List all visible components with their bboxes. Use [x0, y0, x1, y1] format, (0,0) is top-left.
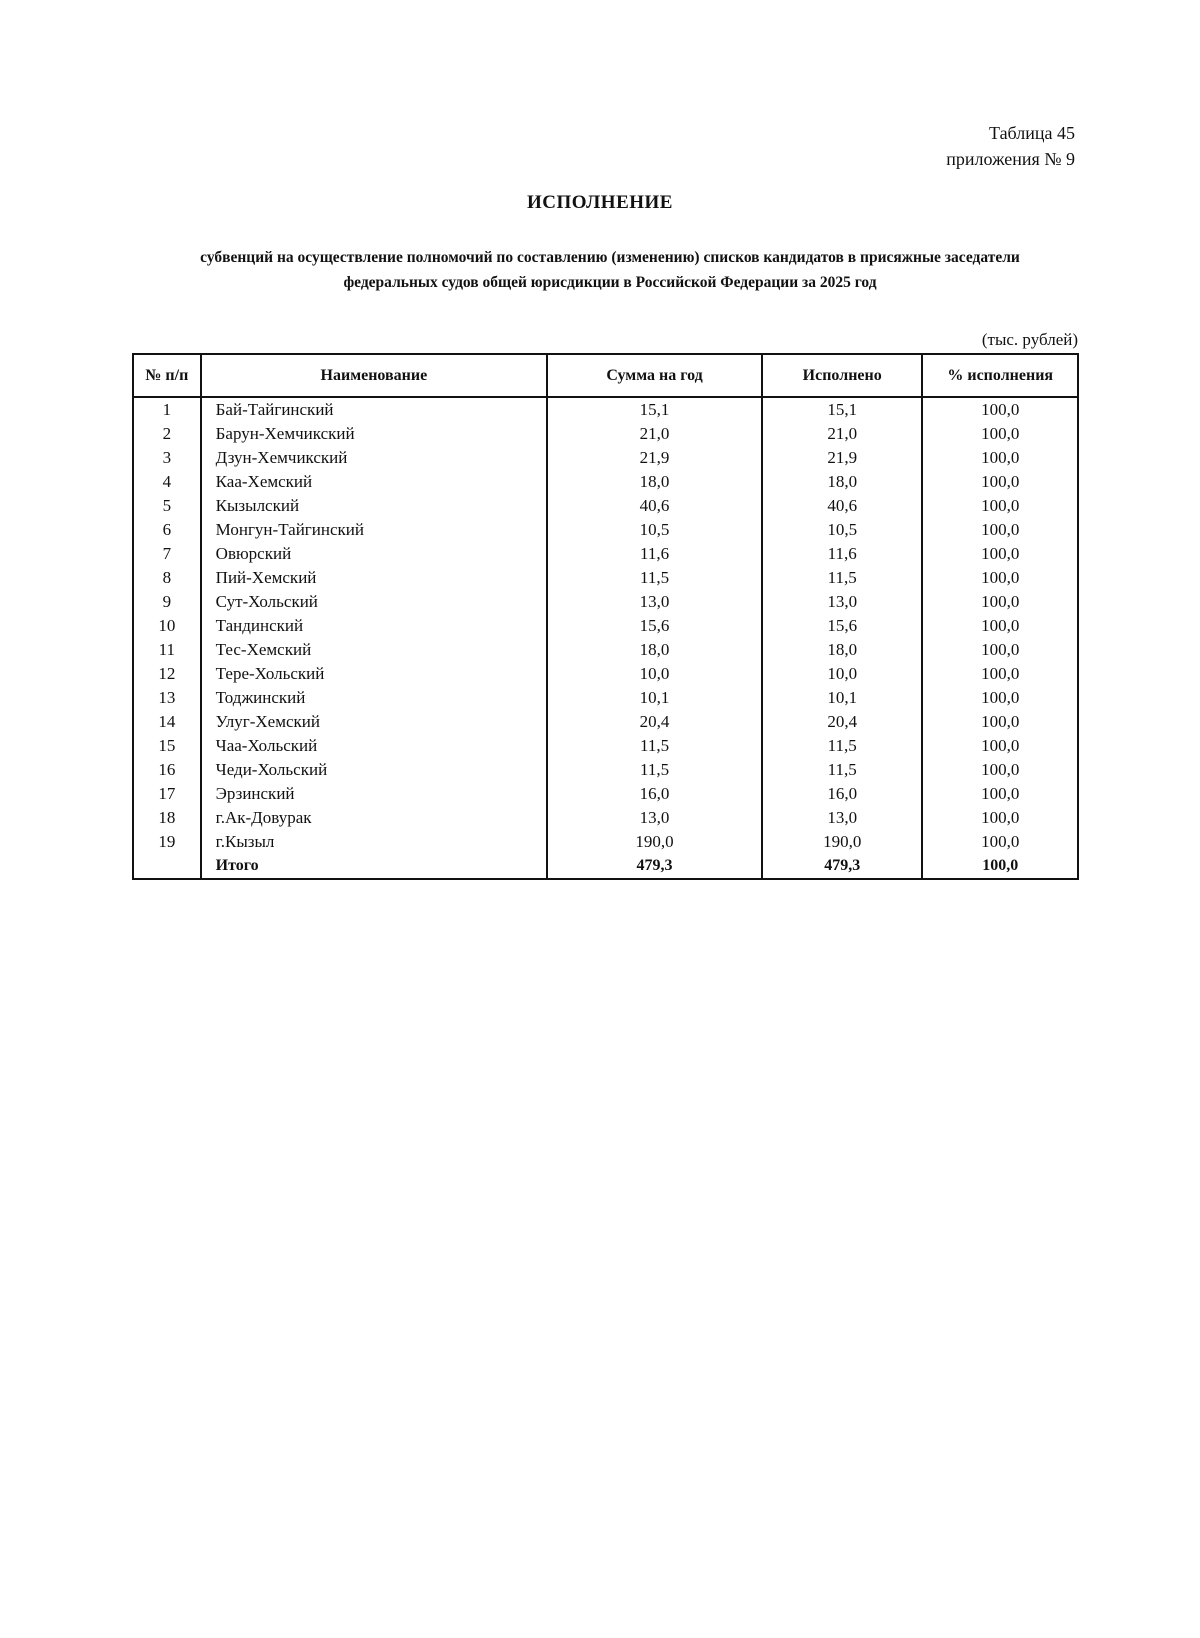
table-body	[133, 397, 1078, 879]
row-name-cell	[201, 686, 547, 710]
table-row	[133, 662, 1078, 686]
table-row	[133, 470, 1078, 494]
row-number-cell: 9	[133, 590, 201, 614]
table-header-row	[133, 354, 1078, 397]
row-executed-cell: 190,0	[762, 830, 922, 854]
row-annual-sum-cell: 15,1	[547, 397, 762, 422]
row-annual-sum-cell: 10,1	[547, 686, 762, 710]
row-executed-cell: 11,5	[762, 566, 922, 590]
row-number-cell: 19	[133, 830, 201, 854]
row-annual-sum-cell: 13,0	[547, 806, 762, 830]
subtitle-line-1: субвенций на осуществление полномочий по составлению (изменению) списков кандидатов в присяжные заседатели	[200, 249, 1020, 266]
row-name-cell	[201, 422, 547, 446]
district-name: Тес-Хемский	[215, 640, 312, 659]
row-annual-sum-cell: 11,5	[547, 566, 762, 590]
column-header-executed: Исполнено	[762, 354, 922, 397]
row-number-cell: 13	[133, 686, 201, 710]
table-row	[133, 397, 1078, 422]
row-percent-cell: 100,0	[922, 446, 1078, 470]
row-number-cell: 14	[133, 710, 201, 734]
row-name-cell	[201, 782, 547, 806]
row-name-cell	[201, 662, 547, 686]
district-name: Улуг-Хемский	[215, 712, 320, 731]
row-percent-cell: 100,0	[922, 758, 1078, 782]
district-name: г.Кызыл	[215, 832, 275, 851]
row-annual-sum-cell: 18,0	[547, 638, 762, 662]
table-row	[133, 566, 1078, 590]
row-percent-cell: 100,0	[922, 590, 1078, 614]
row-annual-sum-cell: 40,6	[547, 494, 762, 518]
row-percent-cell: 100,0	[922, 566, 1078, 590]
row-name-cell	[201, 710, 547, 734]
row-annual-sum-cell: 11,5	[547, 758, 762, 782]
row-number-cell: 18	[133, 806, 201, 830]
row-annual-sum-cell: 11,6	[547, 542, 762, 566]
row-annual-sum-cell: 10,5	[547, 518, 762, 542]
row-executed-cell: 15,6	[762, 614, 922, 638]
row-name-cell	[201, 542, 547, 566]
row-percent-cell: 100,0	[922, 397, 1078, 422]
table-row	[133, 710, 1078, 734]
row-percent-cell: 100,0	[922, 470, 1078, 494]
total-row-percent-cell: 100,0	[922, 854, 1078, 879]
district-name: Тандинский	[215, 616, 304, 635]
table-row	[133, 494, 1078, 518]
row-executed-cell: 13,0	[762, 590, 922, 614]
row-percent-cell: 100,0	[922, 806, 1078, 830]
row-number-cell: 12	[133, 662, 201, 686]
district-name: Тере-Хольский	[215, 664, 325, 683]
row-name-cell	[201, 614, 547, 638]
table-row	[133, 422, 1078, 446]
table-row	[133, 614, 1078, 638]
total-row-executed-cell: 479,3	[762, 854, 922, 879]
table-row	[133, 518, 1078, 542]
row-executed-cell: 10,5	[762, 518, 922, 542]
district-name: Тоджинский	[215, 688, 306, 707]
execution-table	[132, 353, 1079, 880]
district-name: Сут-Хольский	[215, 592, 318, 611]
row-annual-sum-cell: 11,5	[547, 734, 762, 758]
subtitle-line-2: федеральных судов общей юрисдикции в Российской Федерации за 2025 год	[343, 274, 877, 291]
district-name: Кызылский	[215, 496, 300, 515]
row-number-cell: 1	[133, 397, 201, 422]
row-number-cell: 6	[133, 518, 201, 542]
table-row	[133, 590, 1078, 614]
district-name: Бай-Тайгинский	[215, 400, 334, 419]
row-annual-sum-cell: 15,6	[547, 614, 762, 638]
row-name-cell	[201, 758, 547, 782]
row-name-cell	[201, 518, 547, 542]
district-name: Барун-Хемчикский	[215, 424, 355, 443]
table-row	[133, 758, 1078, 782]
row-executed-cell: 11,6	[762, 542, 922, 566]
table-row	[133, 446, 1078, 470]
row-executed-cell: 21,9	[762, 446, 922, 470]
row-executed-cell: 20,4	[762, 710, 922, 734]
row-annual-sum-cell: 190,0	[547, 830, 762, 854]
row-number-cell: 8	[133, 566, 201, 590]
row-executed-cell: 21,0	[762, 422, 922, 446]
row-executed-cell: 40,6	[762, 494, 922, 518]
district-name: г.Ак-Довурак	[215, 808, 312, 827]
row-name-cell	[201, 806, 547, 830]
row-percent-cell: 100,0	[922, 542, 1078, 566]
row-annual-sum-cell: 16,0	[547, 782, 762, 806]
row-annual-sum-cell: 20,4	[547, 710, 762, 734]
row-number-cell: 3	[133, 446, 201, 470]
row-name-cell	[201, 470, 547, 494]
row-executed-cell: 11,5	[762, 758, 922, 782]
row-percent-cell: 100,0	[922, 662, 1078, 686]
row-executed-cell: 16,0	[762, 782, 922, 806]
row-percent-cell: 100,0	[922, 518, 1078, 542]
district-name: Пий-Хемский	[215, 568, 317, 587]
document-subtitle	[140, 245, 1080, 295]
row-percent-cell: 100,0	[922, 422, 1078, 446]
total-row-number-cell	[133, 854, 201, 879]
district-name: Чеди-Хольский	[215, 760, 328, 779]
table-row	[133, 686, 1078, 710]
row-percent-cell: 100,0	[922, 710, 1078, 734]
row-percent-cell: 100,0	[922, 734, 1078, 758]
district-name: Монгун-Тайгинский	[215, 520, 364, 539]
district-name: Каа-Хемский	[215, 472, 313, 491]
row-number-cell: 4	[133, 470, 201, 494]
row-percent-cell: 100,0	[922, 494, 1078, 518]
row-annual-sum-cell: 13,0	[547, 590, 762, 614]
row-annual-sum-cell: 21,0	[547, 422, 762, 446]
row-percent-cell: 100,0	[922, 782, 1078, 806]
units-note: (тыс. рублей)	[981, 330, 1078, 349]
appendix-number: приложения № 9	[946, 149, 1075, 169]
table-row	[133, 782, 1078, 806]
total-label: Итого	[215, 857, 259, 874]
row-number-cell: 5	[133, 494, 201, 518]
row-number-cell: 10	[133, 614, 201, 638]
row-number-cell: 15	[133, 734, 201, 758]
district-name: Эрзинский	[215, 784, 295, 803]
row-executed-cell: 13,0	[762, 806, 922, 830]
row-annual-sum-cell: 21,9	[547, 446, 762, 470]
district-name: Дзун-Хемчикский	[215, 448, 348, 467]
column-header-percent: % исполнения	[922, 354, 1078, 397]
row-annual-sum-cell: 18,0	[547, 470, 762, 494]
row-name-cell	[201, 734, 547, 758]
column-header-number: № п/п	[133, 354, 201, 397]
document-title: ИСПОЛНЕНИЕ	[527, 192, 673, 213]
row-executed-cell: 11,5	[762, 734, 922, 758]
row-name-cell	[201, 494, 547, 518]
table-row	[133, 542, 1078, 566]
document-reference	[946, 120, 1075, 172]
row-annual-sum-cell: 10,0	[547, 662, 762, 686]
row-number-cell: 11	[133, 638, 201, 662]
total-row	[133, 854, 1078, 879]
row-name-cell	[201, 590, 547, 614]
row-name-cell	[201, 638, 547, 662]
row-executed-cell: 18,0	[762, 470, 922, 494]
column-header-annual-sum: Сумма на год	[547, 354, 762, 397]
row-executed-cell: 10,0	[762, 662, 922, 686]
table-number: Таблица 45	[989, 123, 1075, 143]
table-row	[133, 734, 1078, 758]
row-executed-cell: 18,0	[762, 638, 922, 662]
total-row-annual-sum-cell: 479,3	[547, 854, 762, 879]
row-executed-cell: 15,1	[762, 397, 922, 422]
row-number-cell: 16	[133, 758, 201, 782]
row-percent-cell: 100,0	[922, 830, 1078, 854]
row-number-cell: 2	[133, 422, 201, 446]
table-row	[133, 638, 1078, 662]
row-number-cell: 17	[133, 782, 201, 806]
row-name-cell	[201, 446, 547, 470]
row-name-cell	[201, 566, 547, 590]
column-header-name: Наименование	[201, 354, 547, 397]
row-number-cell: 7	[133, 542, 201, 566]
district-name: Овюрский	[215, 544, 292, 563]
row-percent-cell: 100,0	[922, 686, 1078, 710]
total-row-name-cell	[201, 854, 547, 879]
row-name-cell	[201, 830, 547, 854]
table-row	[133, 806, 1078, 830]
row-percent-cell: 100,0	[922, 614, 1078, 638]
row-name-cell	[201, 397, 547, 422]
district-name: Чаа-Хольский	[215, 736, 318, 755]
row-executed-cell: 10,1	[762, 686, 922, 710]
table-row	[133, 830, 1078, 854]
row-percent-cell: 100,0	[922, 638, 1078, 662]
